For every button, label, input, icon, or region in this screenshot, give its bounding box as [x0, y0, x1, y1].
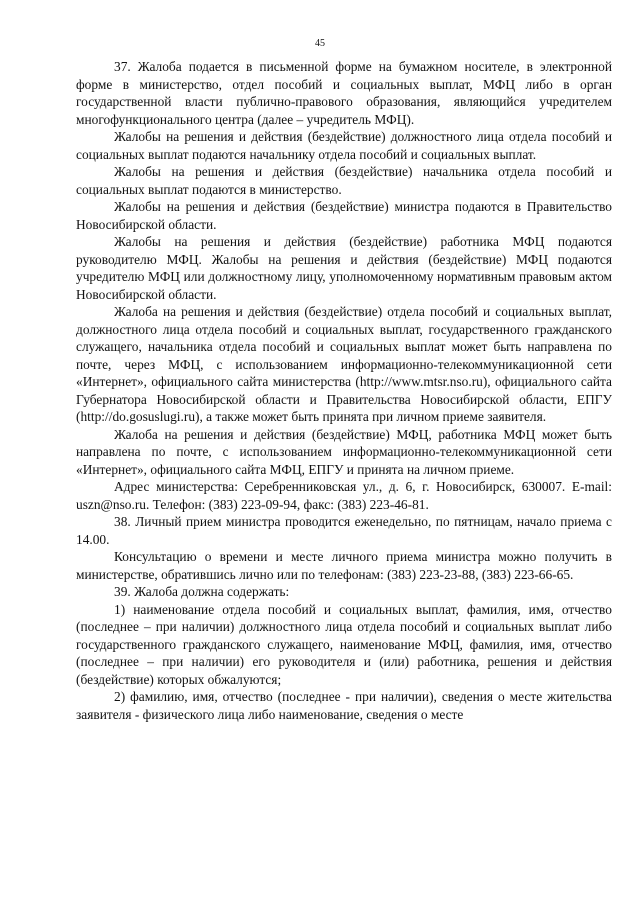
paragraph-39-item-2: 2) фамилию, имя, отчество (последнее - при наличии), сведения о месте жительства заявителя - физического лица либо наименование, сведения о месте	[76, 689, 612, 722]
paragraph-complaint-head: Жалобы на решения и действия (бездействие) начальника отдела пособий и социальных выплат подаются в министерство.	[76, 164, 612, 197]
paragraph-39: 39. Жалоба должна содержать:	[114, 584, 290, 599]
paragraph-complaint-official: Жалобы на решения и действия (бездействие) должностного лица отдела пособий и социальных выплат подаются начальнику отдела пособий и социальных выплат.	[76, 129, 612, 162]
paragraph-complaint-channels: Жалоба на решения и действия (бездействие) отдела пособий и социальных выплат, должностного лица отдела пособий и социальных выплат, государственного гражданского служащего, начальника отдела пособий и социальных выплат может быть направлена по почте, через МФЦ, с использованием информационно-телекоммуникационной сети «Интернет», официального сайта министерства (http://www.mtsr.nso.ru), официального сайта Губернатора Новосибирской области и Правительства Новосибирской области, ЕПГУ (http://do.gosuslugi.ru), а также может быть принята при личном приеме заявителя.	[76, 304, 612, 424]
document-body	[76, 58, 612, 723]
paragraph-complaint-mfc-channels: Жалоба на решения и действия (бездействие) МФЦ, работника МФЦ может быть направлена по почте, с использованием информационно-телекоммуникационной сети «Интернет», официального сайта МФЦ, ЕПГУ и принята на личном приеме.	[76, 426, 612, 477]
paragraph-complaint-minister: Жалобы на решения и действия (бездействие) министра подаются в Правительство Новосибирской области.	[76, 199, 612, 232]
page-number: 45	[315, 38, 325, 49]
paragraph-consultation: Консультацию о времени и месте личного приема министра можно получить в министерстве, обратившись лично или по телефонам: (383) 223-23-88, (383) 223-66-65.	[76, 549, 612, 582]
paragraph-38: 38. Личный прием министра проводится еженедельно, по пятницам, начало приема с 14.00.	[76, 514, 612, 547]
paragraph-37: 37. Жалоба подается в письменной форме на бумажном носителе, в электронной форме в министерство, отдел пособий и социальных выплат, МФЦ либо в орган государственной власти публично-правового образования, являющийся учредителем многофункционального центра (далее – учредитель МФЦ).	[76, 59, 612, 127]
paragraph-39-item-1: 1) наименование отдела пособий и социальных выплат, фамилия, имя, отчество (последнее – при наличии) должностного лица отдела пособий и социальных выплат либо государственного гражданского служащего, наименование МФЦ, фамилия, имя, отчество (последнее – при наличии) его руководителя и (или) работника, решения и действия (бездействие) которых обжалуются;	[76, 601, 612, 687]
paragraph-ministry-address: Адрес министерства: Серебренниковская ул., д. 6, г. Новосибирск, 630007. E-mail: uszn@nso.ru. Телефон: (383) 223-09-94, факс: (383) 223-46-81.	[76, 479, 612, 512]
paragraph-complaint-mfc: Жалобы на решения и действия (бездействие) работника МФЦ подаются руководителю МФЦ. Жалобы на решения и действия (бездействие) МФЦ подаются учредителю МФЦ или должностному лицу, уполномоченному нормативным правовым актом Новосибирской области.	[76, 234, 612, 302]
